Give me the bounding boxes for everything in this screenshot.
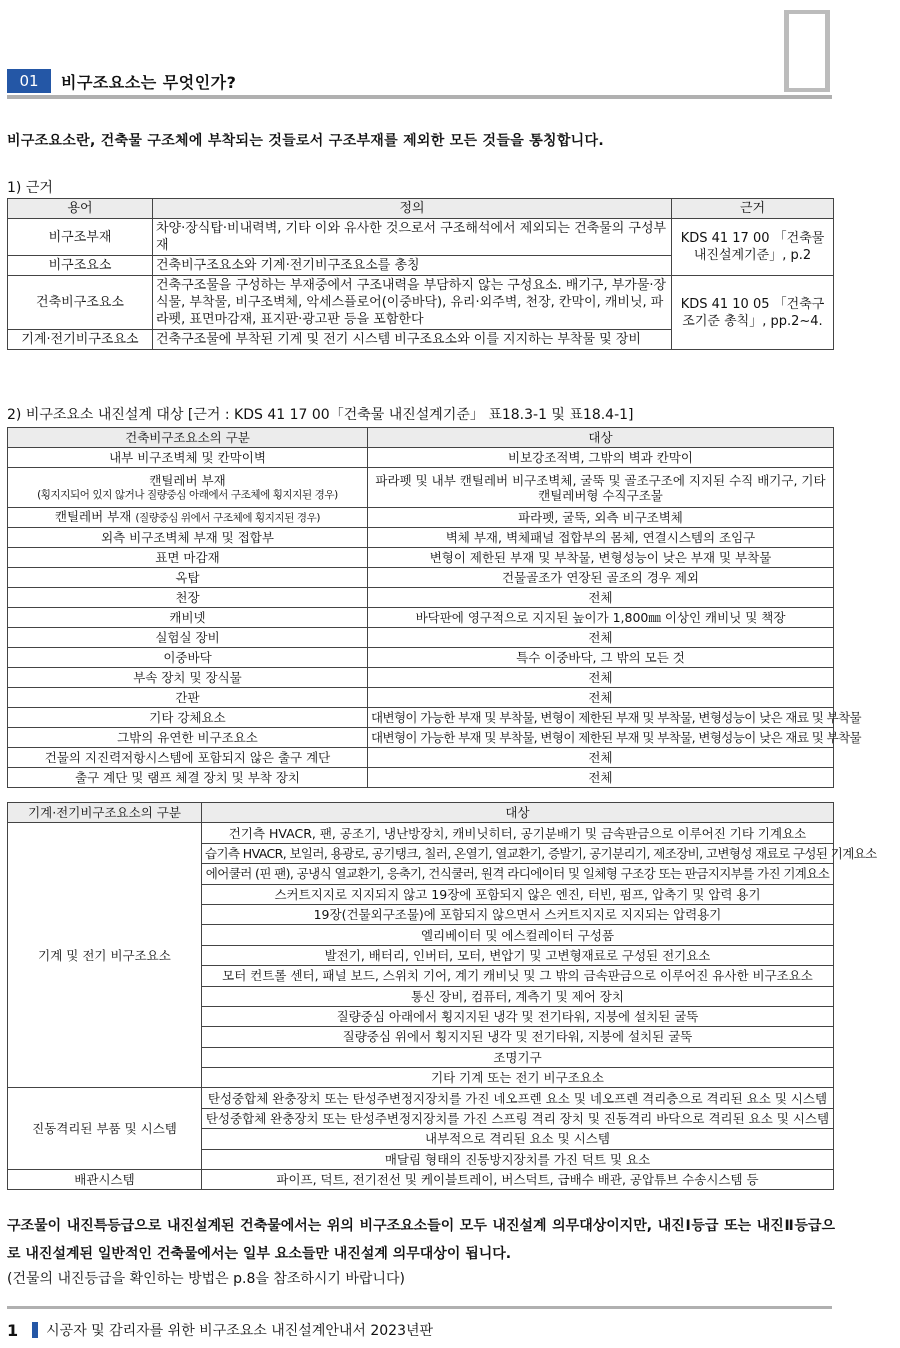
category-cell: 기타 강체요소 [8, 708, 368, 728]
header-category: 기계·전기비구조요소의 구분 [8, 803, 202, 823]
target-cell: 전체 [368, 588, 834, 608]
definition-cell: 건축비구조요소와 기계·전기비구조요소를 총칭 [153, 256, 672, 276]
header-target: 대상 [368, 428, 834, 448]
target-cell: 모터 컨트롤 센터, 패널 보드, 스위치 기어, 계기 캐비닛 및 그 밖의 금속판금으로 이루어진 유사한 비구조요소 [202, 966, 834, 986]
category-cell: 간판 [8, 688, 368, 708]
target-cell: 벽체 부재, 벽체패널 접합부의 몸체, 연결시스템의 조임구 [368, 528, 834, 548]
table-row [8, 648, 834, 668]
category-cell: 건물의 지진력저항시스템에 포함되지 않은 출구 계단 [8, 748, 368, 768]
table-row [8, 568, 834, 588]
table-row [8, 768, 834, 788]
table-row [8, 628, 834, 648]
category-cell [8, 468, 368, 508]
target-cell: 파이프, 덕트, 전기전선 및 케이블트레이, 버스덕트, 급배수 배관, 공압튜브 수송시스템 등 [202, 1170, 834, 1190]
category-cell: 천장 [8, 588, 368, 608]
basis-heading: 1) 근거 [7, 180, 53, 196]
target-cell: 파라펫, 굴뚝, 외측 비구조벽체 [368, 508, 834, 528]
intro-text: 비구조요소란, 건축물 구조체에 부착되는 것들로서 구조부재를 제외한 모든 것들을 통칭합니다. [7, 133, 604, 149]
term-cell: 건축비구조요소 [8, 276, 153, 330]
target-cell: 변형이 제한된 부재 및 부착물, 변형성능이 낮은 부재 및 부착물 [368, 548, 834, 568]
table-header-row [8, 428, 834, 448]
architectural-nonstructural-table [7, 427, 862, 788]
table-row [8, 508, 834, 528]
table-header-row [8, 199, 834, 219]
footer-divider [7, 1306, 832, 1309]
category-note: (질량중심 위에서 구조체에 횡지지된 경우) [135, 512, 321, 524]
header-term: 용어 [8, 199, 153, 219]
target-cell: 파라펫 및 내부 캔틸레버 비구조벽체, 굴뚝 및 골조구조에 지지된 수직 배기구, 기타 캔틸레버형 수직구조물 [368, 468, 834, 508]
target-cell: 탄성중합체 완충장치 또는 탄성주변정지장치를 가진 스프링 격리 장치 및 진동격리 바닥으로 격리된 요소 및 시스템 [202, 1108, 834, 1128]
category-cell: 이중바닥 [8, 648, 368, 668]
mechanical-electrical-table [7, 802, 877, 1190]
category-cell: 내부 비구조벽체 및 칸막이벽 [8, 448, 368, 468]
definition-cell: 차양·장식탑·비내력벽, 기타 이와 유사한 것으로서 구조해석에서 제외되는 건축물의 구성부재 [153, 219, 672, 256]
target-cell: 19장(건물외구조물)에 포함되지 않으면서 스커트지지로 지지되는 압력용기 [202, 904, 834, 924]
conclusion-text: 구조물이 내진특등급으로 내진설계된 건축물에서는 위의 비구조요소들이 모두 내진설계 의무대상이지만, 내진Ⅰ등급 또는 내진Ⅱ등급으로 내진설계된 일반적인 건축물에서는 일부 요소들만 내진설계 의무대상이 됩니다. [7, 1218, 835, 1262]
category-cell: 진동격리된 부품 및 시스템 [8, 1088, 202, 1170]
header-source: 근거 [672, 199, 834, 219]
header-target: 대상 [202, 803, 834, 823]
target-cell: 전체 [368, 628, 834, 648]
target-cell: 스커트지지로 지지되지 않고 19장에 포함되지 않은 엔진, 터빈, 펌프, 압축기 및 압력 용기 [202, 884, 834, 904]
target-cell: 질량중심 아래에서 횡지지된 냉각 및 전기타워, 지붕에 설치된 굴뚝 [202, 1006, 834, 1026]
target-cell: 내부적으로 격리된 요소 및 시스템 [202, 1129, 834, 1149]
category-cell: 배관시스템 [8, 1170, 202, 1190]
target-cell: 탄성중합체 완충장치 또는 탄성주변정지장치를 가진 네오프렌 요소 및 네오프렌 격리층으로 격리된 요소 및 시스템 [202, 1088, 834, 1108]
target-cell: 전체 [368, 768, 834, 788]
term-cell: 비구조요소 [8, 256, 153, 276]
target-cell: 전체 [368, 688, 834, 708]
category-cell: 그밖의 유연한 비구조요소 [8, 728, 368, 748]
footer-accent-bar [32, 1322, 38, 1338]
basis-table [7, 198, 834, 350]
footer-title: 시공자 및 감리자를 위한 비구조요소 내진설계안내서 2023년판 [46, 1323, 434, 1339]
term-cell: 기계·전기비구조요소 [8, 330, 153, 350]
category-cell: 외측 비구조벽체 부재 및 접합부 [8, 528, 368, 548]
table-row [8, 748, 834, 768]
table-row [8, 668, 834, 688]
table-row [8, 588, 834, 608]
header-category: 건축비구조요소의 구분 [8, 428, 368, 448]
category-text: 캔틸레버 부재 [149, 472, 226, 488]
table-row [8, 728, 834, 748]
table-row [8, 708, 834, 728]
source-cell: KDS 41 17 00 「건축물 내진설계기준」, p.2 [672, 219, 834, 276]
table-row [8, 468, 834, 508]
target-cell: 조명기구 [202, 1047, 834, 1067]
table-row [8, 1170, 834, 1190]
category-cell: 기계 및 전기 비구조요소 [8, 823, 202, 1088]
target-cell: 바닥판에 영구적으로 지지된 높이가 1,800㎜ 이상인 캐비닛 및 책장 [368, 608, 834, 628]
target-cell: 매달림 형태의 진동방지장치를 가진 덕트 및 요소 [202, 1149, 834, 1169]
table-row [8, 219, 834, 256]
target-cell: 발전기, 배터리, 인버터, 모터, 변압기 및 고변형재료로 구성된 전기요소 [202, 945, 834, 965]
target-cell: 건기측 HVACR, 팬, 공조기, 냉난방장치, 캐비닛히터, 공기분배기 및 금속판금으로 이루어진 기타 기계요소 [202, 823, 834, 843]
category-cell: 표면 마감재 [8, 548, 368, 568]
category-cell: 옥탑 [8, 568, 368, 588]
category-text: 캔틸레버 부재 [54, 509, 132, 524]
target-cell: 건물골조가 연장된 골조의 경우 제외 [368, 568, 834, 588]
table-row [8, 823, 834, 843]
section-header [7, 68, 832, 94]
table-row [8, 448, 834, 468]
target-heading: 2) 비구조요소 내진설계 대상 [근거 : KDS 41 17 00「건축물 내진설계기준」 표18.3-1 및 표18.4-1] [7, 407, 634, 423]
target-cell: 통신 장비, 컴퓨터, 계측기 및 제어 장치 [202, 986, 834, 1006]
table-row [8, 608, 834, 628]
reference-note: (건물의 내진등급을 확인하는 방법은 p.8을 참조하시기 바랍니다) [7, 1271, 405, 1287]
table-row [8, 688, 834, 708]
definition-cell: 건축구조물을 구성하는 부재중에서 구조내력을 부담하지 않는 구성요소. 배기구, 부가물·장식물, 부착물, 비구조벽체, 악세스플로어(이중바닥), 유리·외주벽, 천장, 칸막이, 캐비닛, 파라펫, 표면마감재, 표지판·광고판 등을 포함한다 [153, 276, 672, 330]
target-cell: 엘리베이터 및 에스컬레이터 구성품 [202, 925, 834, 945]
category-cell: 캐비넷 [8, 608, 368, 628]
target-cell: 특수 이중바닥, 그 밖의 모든 것 [368, 648, 834, 668]
table-row [8, 276, 834, 330]
table-row [8, 1088, 834, 1108]
target-cell: 전체 [368, 668, 834, 688]
category-cell: 부속 장치 및 장식물 [8, 668, 368, 688]
target-cell: 기타 기계 또는 전기 비구조요소 [202, 1068, 834, 1088]
table-row [8, 528, 834, 548]
section-divider [7, 95, 832, 99]
category-note: (횡지지되어 있지 않거나 질량중심 아래에서 구조체에 횡지지된 경우) [37, 488, 338, 501]
section-number: 01 [7, 69, 51, 93]
target-cell: 질량중심 위에서 횡지지된 냉각 및 전기타워, 지붕에 설치된 굴뚝 [202, 1027, 834, 1047]
target-cell: 대변형이 가능한 부재 및 부착물, 변형이 제한된 부재 및 부착물, 변형성능이 낮은 재료 및 부착물 [368, 728, 834, 748]
table-header-row [8, 803, 834, 823]
page-footer [7, 1320, 433, 1340]
page-number: 1 [7, 1320, 19, 1340]
target-cell: 비보강조적벽, 그밖의 벽과 칸막이 [368, 448, 834, 468]
category-cell: 출구 계단 및 램프 체결 장치 및 부착 장치 [8, 768, 368, 788]
term-cell: 비구조부재 [8, 219, 153, 256]
target-cell: 대변형이 가능한 부재 및 부착물, 변형이 제한된 부재 및 부착물, 변형성능이 낮은 재료 및 부착물 [368, 708, 834, 728]
definition-cell: 건축구조물에 부착된 기계 및 전기 시스템 비구조요소와 이를 지지하는 부착물 및 장비 [153, 330, 672, 350]
target-cell: 전체 [368, 748, 834, 768]
target-cell: 습기측 HVACR, 보일러, 용광로, 공기탱크, 칠러, 온열기, 열교환기, 증발기, 공기분리기, 제조장비, 고변형성 재료로 구성된 기계요소 [202, 843, 834, 863]
table-row [8, 548, 834, 568]
source-cell: KDS 41 10 05 「건축구조기준 총칙」, pp.2~4. [672, 276, 834, 350]
category-cell [8, 508, 368, 528]
category-cell: 실험실 장비 [8, 628, 368, 648]
header-definition: 정의 [153, 199, 672, 219]
target-cell: 에어쿨러 (핀 팬), 공냉식 열교환기, 응축기, 건식쿨러, 원격 라디에이터 및 일체형 구조강 또는 판금지지부를 가진 기계요소 [202, 864, 834, 884]
section-title: 비구조요소는 무엇인가? [61, 72, 237, 92]
